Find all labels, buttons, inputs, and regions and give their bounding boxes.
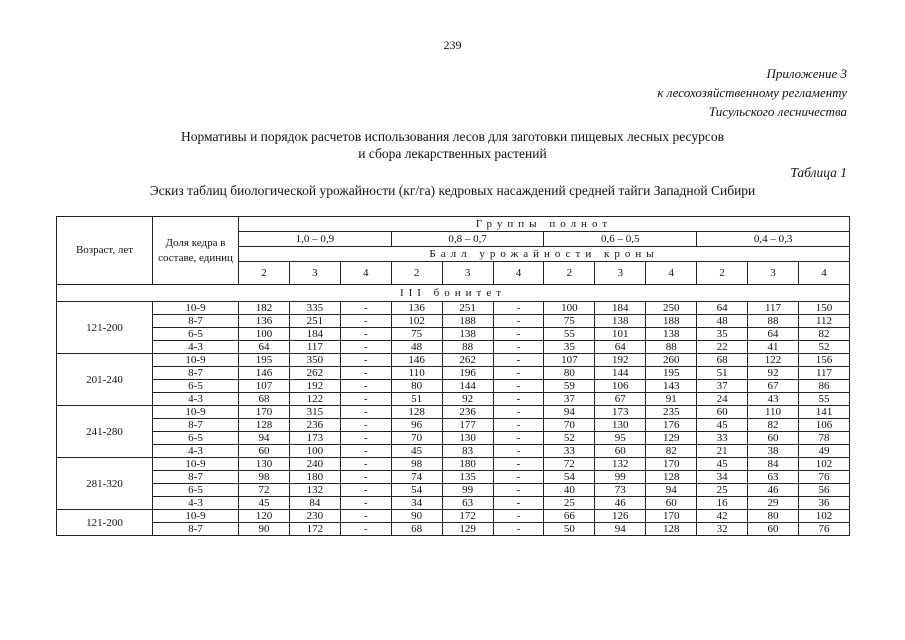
yield-cell: 100	[289, 445, 340, 458]
yield-cell: 29	[748, 497, 799, 510]
yield-cell: 117	[798, 367, 849, 380]
score-header-cell: 4	[493, 262, 544, 285]
yield-cell: 60	[748, 523, 799, 536]
yield-cell: 144	[595, 367, 646, 380]
age-cell: 121-200	[57, 510, 153, 536]
yield-cell: 260	[646, 354, 697, 367]
share-cell: 8-7	[153, 523, 239, 536]
yield-cell: 128	[646, 471, 697, 484]
yield-cell: 70	[544, 419, 595, 432]
yield-cell: 45	[391, 445, 442, 458]
yield-cell: 107	[239, 380, 290, 393]
yield-cell: -	[493, 367, 544, 380]
yield-cell: 173	[595, 406, 646, 419]
yield-cell: 176	[646, 419, 697, 432]
document-title	[0, 128, 905, 162]
yield-cell: 182	[239, 302, 290, 315]
yield-cell: 129	[442, 523, 493, 536]
yield-cell: 102	[798, 458, 849, 471]
score-header-cell: 2	[391, 262, 442, 285]
yield-cell: 45	[697, 458, 748, 471]
age-cell: 121-200	[57, 302, 153, 354]
yield-cell: 46	[748, 484, 799, 497]
yield-cell: -	[493, 484, 544, 497]
yield-cell: 50	[544, 523, 595, 536]
yield-cell: -	[493, 315, 544, 328]
yield-cell: -	[340, 406, 391, 419]
yield-cell: 54	[391, 484, 442, 497]
yield-cell: -	[493, 380, 544, 393]
yield-cell: 60	[239, 445, 290, 458]
yield-cell: 22	[697, 341, 748, 354]
yield-cell: 130	[595, 419, 646, 432]
yield-cell: 102	[798, 510, 849, 523]
yield-cell: -	[493, 432, 544, 445]
yield-cell: 49	[798, 445, 849, 458]
yield-cell: 172	[289, 523, 340, 536]
yield-cell: 99	[442, 484, 493, 497]
share-cell: 6-5	[153, 432, 239, 445]
yield-cell: -	[340, 419, 391, 432]
yield-cell: 56	[798, 484, 849, 497]
yield-cell: 126	[595, 510, 646, 523]
yield-cell: -	[340, 432, 391, 445]
table-row	[57, 315, 850, 328]
score-header-cell: 2	[697, 262, 748, 285]
yield-cell: 251	[442, 302, 493, 315]
yield-cell: 67	[595, 393, 646, 406]
yield-cell: 94	[595, 523, 646, 536]
yield-cell: 45	[697, 419, 748, 432]
yield-cell: -	[493, 328, 544, 341]
table-row	[57, 354, 850, 367]
yield-cell: 236	[289, 419, 340, 432]
yield-table	[56, 216, 850, 536]
yield-cell: -	[493, 523, 544, 536]
header-crown-score: Балл урожайности кроны	[239, 247, 850, 262]
yield-cell: 136	[239, 315, 290, 328]
yield-cell: -	[340, 484, 391, 497]
table-row	[57, 523, 850, 536]
share-cell: 8-7	[153, 367, 239, 380]
yield-cell: 35	[544, 341, 595, 354]
yield-cell: 110	[391, 367, 442, 380]
yield-cell: 52	[798, 341, 849, 354]
yield-cell: 75	[391, 328, 442, 341]
yield-cell: 59	[544, 380, 595, 393]
yield-cell: 25	[697, 484, 748, 497]
yield-cell: -	[493, 445, 544, 458]
yield-cell: 195	[239, 354, 290, 367]
yield-cell: -	[340, 523, 391, 536]
yield-cell: 117	[289, 341, 340, 354]
yield-cell: 128	[239, 419, 290, 432]
yield-cell: 143	[646, 380, 697, 393]
table-row	[57, 458, 850, 471]
yield-cell: 63	[748, 471, 799, 484]
table-row	[57, 432, 850, 445]
site-class-section: III бонитет	[57, 285, 850, 302]
yield-cell: 76	[798, 523, 849, 536]
yield-cell: 146	[239, 367, 290, 380]
share-cell: 10-9	[153, 510, 239, 523]
yield-cell: 43	[748, 393, 799, 406]
yield-cell: 240	[289, 458, 340, 471]
yield-cell: 91	[646, 393, 697, 406]
table-row	[57, 406, 850, 419]
yield-cell: 88	[646, 341, 697, 354]
yield-cell: 80	[391, 380, 442, 393]
yield-cell: 94	[544, 406, 595, 419]
header-share: Доля кедра в составе, единиц	[153, 217, 239, 285]
yield-cell: 68	[391, 523, 442, 536]
yield-cell: 33	[544, 445, 595, 458]
score-header-cell: 3	[595, 262, 646, 285]
table-row	[57, 510, 850, 523]
yield-cell: 34	[391, 497, 442, 510]
yield-cell: 250	[646, 302, 697, 315]
density-group-4: 0,4 – 0,3	[697, 232, 850, 247]
share-cell: 6-5	[153, 328, 239, 341]
yield-cell: -	[493, 510, 544, 523]
yield-cell: 33	[697, 432, 748, 445]
yield-cell: 101	[595, 328, 646, 341]
yield-cell: -	[340, 393, 391, 406]
yield-cell: 90	[239, 523, 290, 536]
age-cell: 201-240	[57, 354, 153, 406]
yield-cell: 88	[442, 341, 493, 354]
table-row	[57, 380, 850, 393]
share-cell: 10-9	[153, 302, 239, 315]
yield-cell: 100	[544, 302, 595, 315]
appendix-line-2: к лесохозяйственному регламенту	[657, 85, 847, 100]
yield-cell: -	[340, 315, 391, 328]
yield-cell: 52	[544, 432, 595, 445]
appendix-line-3: Тисульского лесничества	[708, 104, 847, 119]
yield-cell: 98	[239, 471, 290, 484]
yield-cell: -	[340, 380, 391, 393]
yield-cell: -	[493, 302, 544, 315]
yield-cell: 138	[646, 328, 697, 341]
share-cell: 4-3	[153, 341, 239, 354]
density-group-2: 0,8 – 0,7	[391, 232, 544, 247]
yield-cell: 184	[595, 302, 646, 315]
share-cell: 4-3	[153, 445, 239, 458]
yield-cell: 180	[442, 458, 493, 471]
yield-cell: 192	[289, 380, 340, 393]
header-density-groups: Группы полнот	[239, 217, 850, 232]
yield-cell: 88	[748, 315, 799, 328]
yield-cell: 230	[289, 510, 340, 523]
yield-cell: 180	[289, 471, 340, 484]
yield-cell: 40	[544, 484, 595, 497]
page-number: 239	[443, 38, 462, 52]
score-header-cell: 4	[798, 262, 849, 285]
yield-cell: -	[340, 497, 391, 510]
yield-cell: 41	[748, 341, 799, 354]
share-cell: 10-9	[153, 458, 239, 471]
yield-cell: 24	[697, 393, 748, 406]
table-caption: Эскиз таблиц биологической урожайности (кг/га) кедровых насаждений средней тайги Западной Сибири	[149, 183, 756, 198]
yield-cell: 36	[798, 497, 849, 510]
yield-cell: 68	[239, 393, 290, 406]
share-cell: 4-3	[153, 497, 239, 510]
yield-cell: -	[340, 341, 391, 354]
yield-cell: 25	[544, 497, 595, 510]
yield-cell: 75	[544, 315, 595, 328]
yield-cell: 128	[391, 406, 442, 419]
table-row	[57, 484, 850, 497]
table-row	[57, 445, 850, 458]
score-header-cell: 3	[289, 262, 340, 285]
yield-cell: 38	[748, 445, 799, 458]
score-header-cell: 2	[239, 262, 290, 285]
yield-cell: 112	[798, 315, 849, 328]
yield-cell: 94	[646, 484, 697, 497]
yield-cell: 82	[798, 328, 849, 341]
yield-cell: -	[493, 354, 544, 367]
yield-cell: 60	[748, 432, 799, 445]
yield-cell: -	[340, 302, 391, 315]
yield-cell: 51	[697, 367, 748, 380]
yield-cell: 196	[442, 367, 493, 380]
yield-cell: 60	[595, 445, 646, 458]
share-cell: 6-5	[153, 380, 239, 393]
density-group-1: 1,0 – 0,9	[239, 232, 392, 247]
score-header-cell: 4	[340, 262, 391, 285]
yield-cell: 170	[646, 510, 697, 523]
yield-cell: 236	[442, 406, 493, 419]
yield-cell: -	[340, 510, 391, 523]
yield-cell: 132	[595, 458, 646, 471]
share-cell: 6-5	[153, 484, 239, 497]
yield-cell: 37	[544, 393, 595, 406]
yield-cell: 34	[697, 471, 748, 484]
yield-cell: 60	[697, 406, 748, 419]
yield-cell: -	[493, 393, 544, 406]
yield-cell: -	[340, 471, 391, 484]
yield-cell: 156	[798, 354, 849, 367]
yield-cell: 94	[239, 432, 290, 445]
title-line-1: Нормативы и порядок расчетов использования лесов для заготовки пищевых лесных ресурсов	[180, 129, 724, 144]
yield-cell: -	[493, 458, 544, 471]
yield-cell: 60	[646, 497, 697, 510]
yield-cell: 74	[391, 471, 442, 484]
yield-cell: 138	[442, 328, 493, 341]
yield-cell: 45	[239, 497, 290, 510]
yield-cell: 110	[748, 406, 799, 419]
yield-cell: 37	[697, 380, 748, 393]
yield-cell: 122	[748, 354, 799, 367]
yield-cell: 82	[748, 419, 799, 432]
yield-cell: 107	[544, 354, 595, 367]
appendix-line-1: Приложение 3	[766, 66, 847, 81]
yield-cell: 130	[239, 458, 290, 471]
yield-cell: -	[340, 445, 391, 458]
yield-cell: 136	[391, 302, 442, 315]
yield-cell: 106	[595, 380, 646, 393]
yield-cell: 172	[442, 510, 493, 523]
yield-cell: 177	[442, 419, 493, 432]
share-cell: 4-3	[153, 393, 239, 406]
table-row	[57, 471, 850, 484]
yield-cell: 51	[391, 393, 442, 406]
table-row	[57, 341, 850, 354]
yield-cell: 117	[748, 302, 799, 315]
yield-cell: 80	[544, 367, 595, 380]
yield-cell: -	[340, 367, 391, 380]
yield-cell: 262	[442, 354, 493, 367]
yield-cell: 83	[442, 445, 493, 458]
yield-cell: 96	[391, 419, 442, 432]
yield-cell: 78	[798, 432, 849, 445]
yield-cell: 141	[798, 406, 849, 419]
yield-cell: 76	[798, 471, 849, 484]
yield-cell: 192	[595, 354, 646, 367]
yield-cell: 35	[697, 328, 748, 341]
yield-cell: 92	[748, 367, 799, 380]
yield-cell: 173	[289, 432, 340, 445]
share-cell: 10-9	[153, 406, 239, 419]
table-row	[57, 497, 850, 510]
yield-cell: 68	[697, 354, 748, 367]
yield-cell: -	[493, 471, 544, 484]
yield-cell: 120	[239, 510, 290, 523]
yield-cell: 251	[289, 315, 340, 328]
yield-cell: -	[340, 328, 391, 341]
yield-cell: 63	[442, 497, 493, 510]
yield-cell: 48	[391, 341, 442, 354]
yield-cell: 66	[544, 510, 595, 523]
yield-cell: -	[340, 354, 391, 367]
yield-cell: 100	[239, 328, 290, 341]
yield-cell: 106	[798, 419, 849, 432]
yield-cell: -	[493, 406, 544, 419]
yield-cell: 95	[595, 432, 646, 445]
score-header-cell: 3	[442, 262, 493, 285]
yield-cell: -	[493, 419, 544, 432]
yield-cell: 82	[646, 445, 697, 458]
yield-cell: 130	[442, 432, 493, 445]
yield-cell: 84	[289, 497, 340, 510]
yield-cell: 188	[646, 315, 697, 328]
yield-cell: -	[493, 497, 544, 510]
yield-cell: -	[340, 458, 391, 471]
yield-cell: 64	[697, 302, 748, 315]
yield-cell: 92	[442, 393, 493, 406]
yield-cell: 72	[544, 458, 595, 471]
yield-cell: 170	[239, 406, 290, 419]
table-row	[57, 393, 850, 406]
yield-cell: 46	[595, 497, 646, 510]
yield-cell: 138	[595, 315, 646, 328]
yield-cell: 16	[697, 497, 748, 510]
yield-cell: 73	[595, 484, 646, 497]
yield-cell: 55	[798, 393, 849, 406]
yield-cell: 21	[697, 445, 748, 458]
score-header-cell: 2	[544, 262, 595, 285]
score-header-cell: 4	[646, 262, 697, 285]
yield-cell: 235	[646, 406, 697, 419]
yield-cell: 188	[442, 315, 493, 328]
table-row	[57, 302, 850, 315]
yield-cell: 72	[239, 484, 290, 497]
yield-cell: 48	[697, 315, 748, 328]
yield-cell: 262	[289, 367, 340, 380]
yield-cell: 64	[595, 341, 646, 354]
age-cell: 281-320	[57, 458, 153, 510]
yield-cell: 55	[544, 328, 595, 341]
yield-cell: 150	[798, 302, 849, 315]
share-cell: 8-7	[153, 419, 239, 432]
share-cell: 10-9	[153, 354, 239, 367]
table-row	[57, 419, 850, 432]
yield-cell: 84	[748, 458, 799, 471]
share-cell: 8-7	[153, 471, 239, 484]
yield-cell: 135	[442, 471, 493, 484]
yield-cell: 90	[391, 510, 442, 523]
yield-cell: 122	[289, 393, 340, 406]
yield-cell: 102	[391, 315, 442, 328]
yield-cell: 32	[697, 523, 748, 536]
header-age: Возраст, лет	[57, 217, 153, 285]
yield-cell: 54	[544, 471, 595, 484]
yield-cell: 42	[697, 510, 748, 523]
yield-cell: 335	[289, 302, 340, 315]
age-cell: 241-280	[57, 406, 153, 458]
appendix-block	[657, 64, 847, 121]
yield-cell: 184	[289, 328, 340, 341]
yield-cell: 195	[646, 367, 697, 380]
yield-cell: 70	[391, 432, 442, 445]
yield-cell: 64	[748, 328, 799, 341]
yield-cell: 146	[391, 354, 442, 367]
yield-cell: 64	[239, 341, 290, 354]
yield-cell: 144	[442, 380, 493, 393]
yield-cell: 315	[289, 406, 340, 419]
share-cell: 8-7	[153, 315, 239, 328]
yield-cell: 98	[391, 458, 442, 471]
yield-cell: -	[493, 341, 544, 354]
yield-cell: 129	[646, 432, 697, 445]
yield-cell: 170	[646, 458, 697, 471]
score-header-cell: 3	[748, 262, 799, 285]
yield-cell: 86	[798, 380, 849, 393]
yield-cell: 132	[289, 484, 340, 497]
table-row	[57, 367, 850, 380]
yield-cell: 128	[646, 523, 697, 536]
yield-cell: 80	[748, 510, 799, 523]
table-label: Таблица 1	[790, 165, 847, 180]
density-group-3: 0,6 – 0,5	[544, 232, 697, 247]
yield-cell: 350	[289, 354, 340, 367]
yield-cell: 67	[748, 380, 799, 393]
yield-cell: 99	[595, 471, 646, 484]
table-row	[57, 328, 850, 341]
title-line-2: и сбора лекарственных растений	[358, 146, 547, 161]
